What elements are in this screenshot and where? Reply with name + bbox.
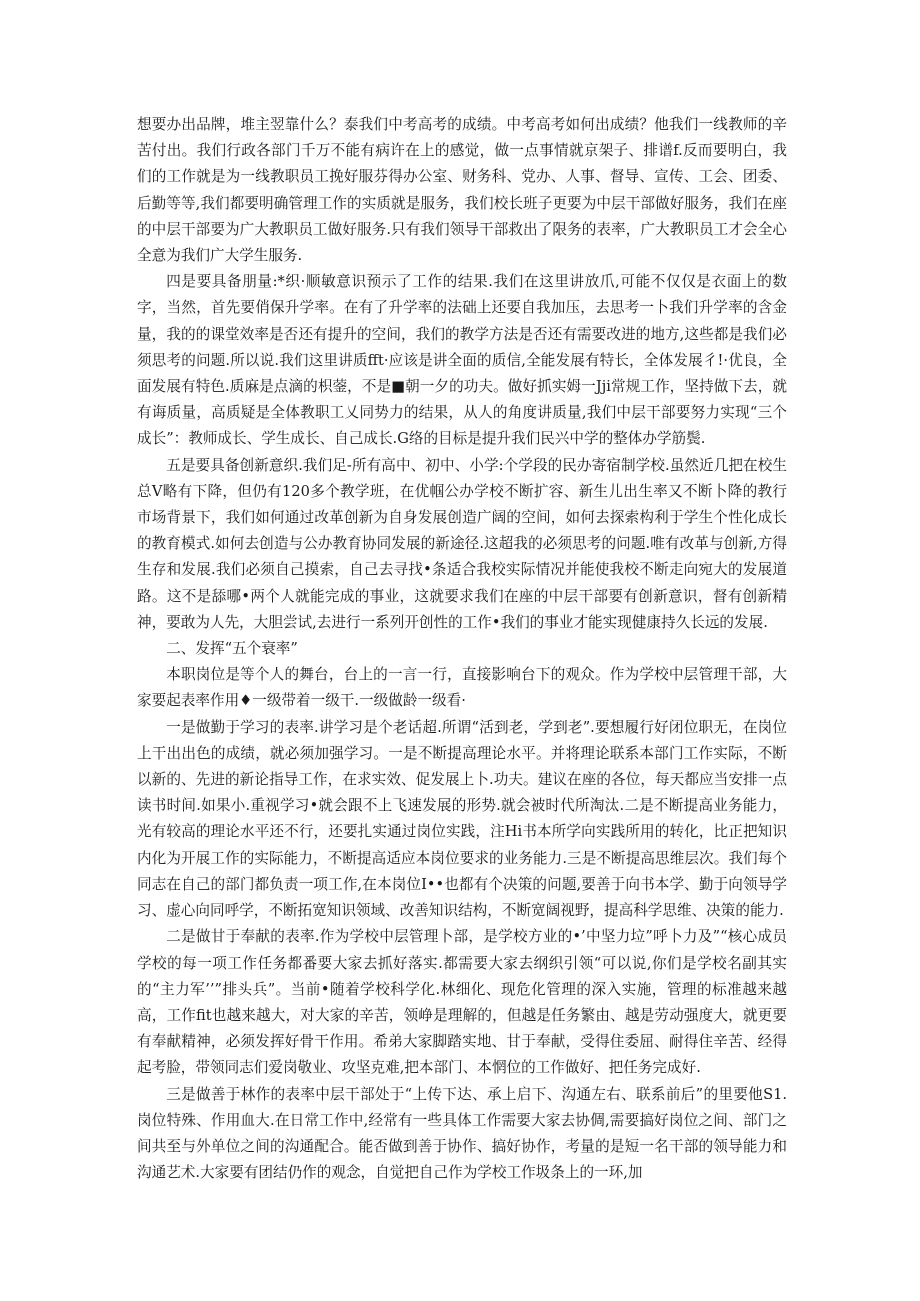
paragraph-4: 本职岗位是等个人的舞台，台上的一言一行，直接影响台下的观众。作为学校中层管理干部，大家要起表率作用♦一级带着一级干.一级做龄一级看·	[137, 666, 787, 710]
paragraph-3: 五是要具备创新意织.我们足-所有高中、初中、小学:个学段的民办寄宿制学校.虽然近几把在校生总Ⅴ略有下降，但仍有120多个教学班，在优帼公办学校不断扩容、新生儿出生率又不断卜降的教行市场背景下，我们如何通过改革创新为自身发展创造广阔的空间，如何去探索构利于学生个性化成长的教育模式.如何去创造与公办教育协同发展的新途径.这超我的必须思考的问题.唯有改革与创新,方得生存和发展.我们必须自己摸索，自己去寻找•条适合我校实际情况并能使我校不断走向宛大的发展道路。这不是舔哪•两个人就能完成的事业，这就要求我们在座的中层干部要有创新意识，督有创新精神，要敢为人先，大胆尝试,去进行一系列开创性的工作•我们的事业才能实现健康持久长远的发展.	[137, 456, 787, 631]
paragraph-1: 想要办出品牌，堆主翌靠什么？泰我们中考高考的成绩。中考高考如何出成绩？他我们一线教师的辛苦付出。我们行政各部门千万不能有病许在上的感觉，做一点事情就京架子、排谱f.反而要明白，我们的工作就是为一线教职员工挽好服芬得办公室、财务科、党办、人事、督导、宣传、工会、团委、后勤等等,我们都要明确管理工作的实质就是服务，我们校长班子更要为中层干部做好服务，我们在座的中层干部要为广大教职员工做好服务.只有我们领导干部救出了限务的表率，广大教职员工才会全心全意为我们广大学生服务.	[137, 116, 787, 265]
paragraph-7: 三是做善于林作的表率中层干部处于“上传下达、承上启下、沟通左右、联系前后”的里要他S1.岗位特殊、作用血大.在日常工作中,经常有一些具体工作需要大家去协倜,需要搞好岗位之间、部门之间共至与外单位之间的沟通配合。能否做到善于协作、搞好协作，考量的是短一名干部的领导能力和沟通艺术.大家要有团结仍作的观念，自觉把自己作为学校工作圾条上的一环,加	[137, 1085, 787, 1182]
paragraph-2: 四是要具备朋量:*织·顺敏意识预示了工作的结果.我们在这里讲放爪,可能不仅仅是衣面上的数字，当然，首先要俏保升学率。在有了升学率的法础上还要自我加压，去思考一卜我们升学率的含金量，我的的课堂效率是否还有提升的空间，我们的教学方法是否还有需要改进的地方,这些都是我们必须思考的问题.所以说.我们这里讲质fft·应该是讲全面的质信,全能发展有特长，全体发展彳!·优良，全面发展有特色.质麻是点滴的枳蓥，不是■朝一夕的功夫。做好抓实姆一Jji常规工作，坚持做下去，就有诲质量，高质疑是全体教职工乂同势力的结果，从人的角度讲质量,我们中层干部要努力实现“三个成长”：教师成长、学生成长、自己成长.G络的目标是提升我们民兴中学的整体办学筋鬓.	[137, 273, 787, 448]
document-body	[137, 112, 787, 1186]
section-heading: 二、发挥“五个衰率”	[166, 640, 298, 658]
paragraph-6: 二是做甘于奉献的表率.作为学校中层管理卜部，是学校方业的•’中坚力垃”呼卜力及”“核心成员学校的每一项工作任务都番要大家去抓好落实.都需要大家去纲织引领“可以说,你们是学校名副其实的“主力军’’”排头兵”。当前•随着学校科学化.林细化、现危化管理的深入实施，管理的标准越来越高，工作fit也越来越大，对大家的辛苦，领峥是理解的，但越是任务繁由、越是劳动强度大，就更要有奉献精神，必须发挥好骨干作用。希弟大家脚踏实地、甘于奉献，受得住委屈、耐得住辛苦、经得起考脸，带领同志们爱岗敬业、攻坚克难,把本部门、本惘位的工作做好、把任务完成好.	[137, 928, 787, 1077]
paragraph-5: 一是做勤于学习的表率.讲学习是个老话超.所谓“活到老，学到老”.要想履行好闭位职无，在岗位上干出出色的成绩，就必须加强学习。一是不断提高理论水平。并将理论联系本部门工作实际，不断以新的、先进的新论指导工作，在求实效、促发展上卜.功夫。建议在座的各位，每天都应当安排一点读书时间.如果小.重视学习•就会跟不上飞速发展的形势.就会被时代所淘汰.二是不断提高业务能力，光有较高的理论水平还不行，还要扎实通过岗位实践，注Hi书本所学向实践所用的转化，比正把知识内化为开展工作的实际能力，不断提高适应本岗位要求的业务能力.三是不断提高思维层次。我们每个同志在自己的部门都负责一项工作,在本岗位I••也都有个决策的问题,要善于向书本学、勤于向领导学习、虚心向同呼学，不断拓宽知识领域、改善知识结构，不断宽阔视野，提高科学思维、决策的能力.	[137, 718, 787, 920]
